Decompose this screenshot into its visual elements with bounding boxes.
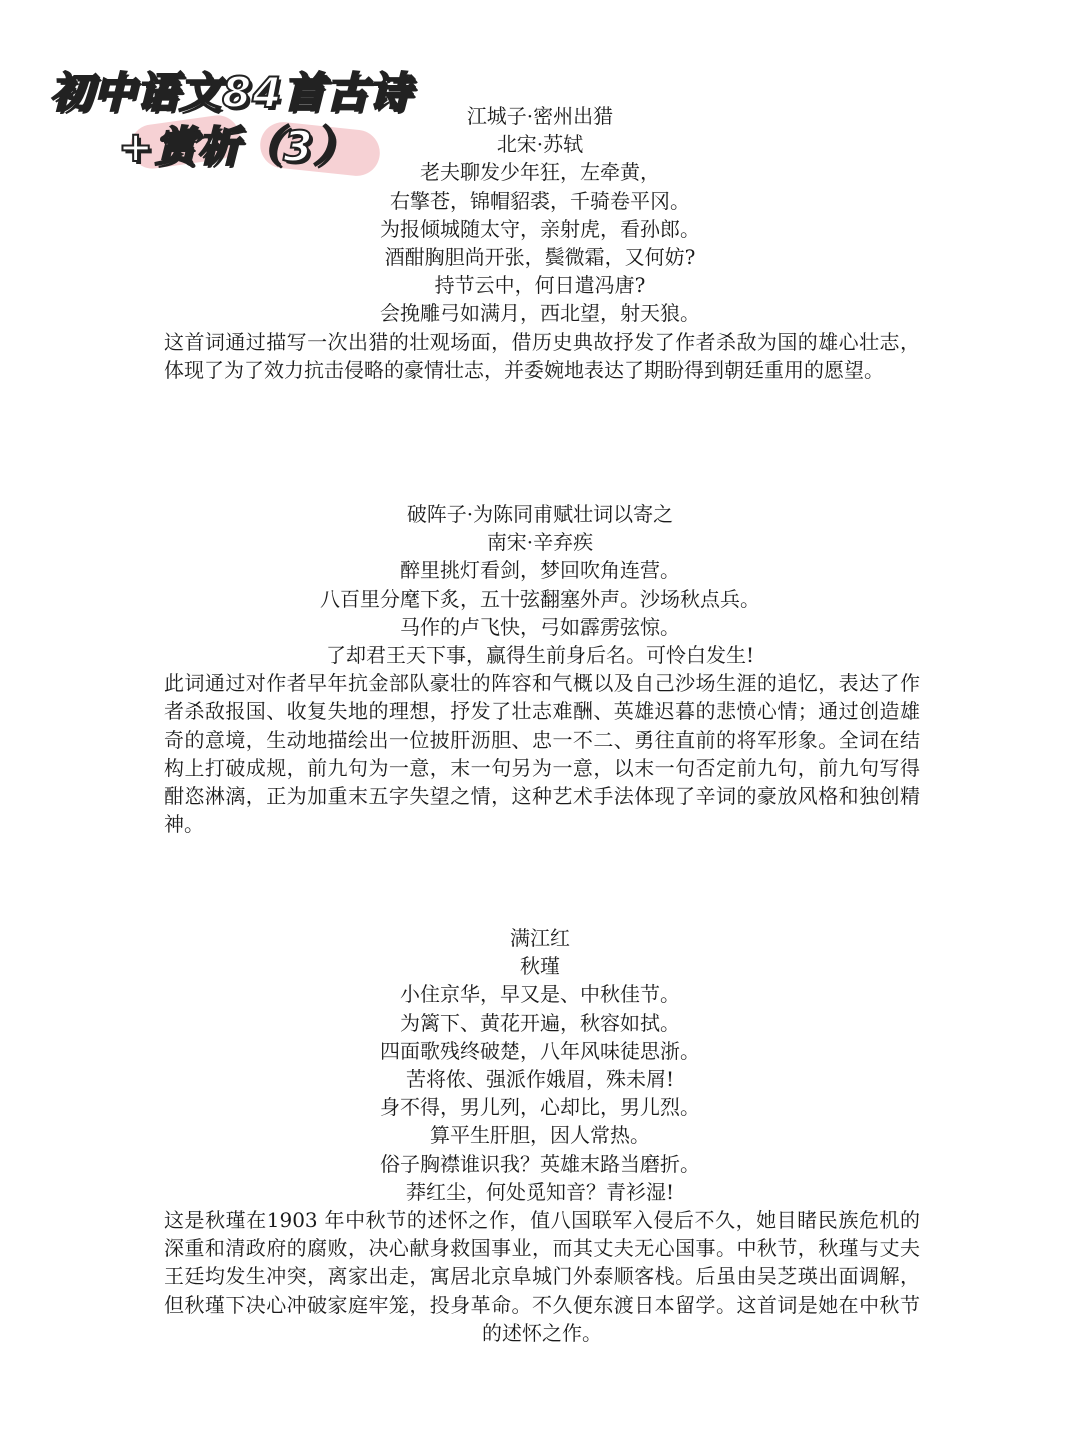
poem-block (160, 500, 920, 838)
poem-line: 会挽雕弓如满月，西北望，射天狼。 (380, 301, 700, 326)
poem-author: 北宋·苏轼 (496, 132, 584, 157)
poem-title: 破阵子·为陈同甫赋壮词以寄之 (406, 502, 674, 526)
poem-analysis: 此词通过对作者早年抗金部队豪壮的阵容和气概以及自己沙场生涯的追忆，表达了作者杀敌报国、收复失地的理想，抒发了壮志难酬、英雄迟暮的悲愤心情；通过创造雄奇的意境，生动地描绘出一位披肝沥胆、忠一不二、勇往直前的将军形象。全词在结构上打破成规，前九句为一意，末一句另为一意，以末一句否定前九句，前九句写得酣恣淋漓，正为加重末五字失望之情，这种艺术手法体现了辛词的豪放风格和独创精神。 (164, 671, 920, 837)
poem-line: 身不得，男儿列，心却比，男儿烈。 (380, 1095, 700, 1120)
poem-line: 酒酣胸胆尚开张，鬓微霜，又何妨? (384, 245, 696, 270)
poem-line: 八百里分麾下炙，五十弦翻塞外声。沙场秋点兵。 (320, 586, 760, 611)
poem-line: 俗子胸襟谁识我？英雄末路当磨折。 (380, 1151, 700, 1176)
poem-line: 为报倾城随太守，亲射虎，看孙郎。 (380, 216, 700, 241)
poem-line: 莽红尘，何处觅知音？青衫湿! (405, 1179, 675, 1204)
poem-line: 苦将侬、强派作娥眉，殊未屑! (405, 1067, 675, 1092)
poem-title: 满江红 (510, 926, 570, 950)
poem-block (160, 924, 920, 1347)
poem-line: 为篱下、黄花开遍，秋容如拭。 (400, 1010, 680, 1035)
poem-block (160, 102, 920, 384)
poem-line: 醉里挑灯看剑，梦回吹角连营。 (400, 558, 680, 583)
poem-line: 了却君王天下事，赢得生前身后名。可怜白发生! (325, 643, 755, 668)
poem-line: 小住京华，早又是、中秋佳节。 (400, 982, 680, 1007)
banner-subtitle: +赏析（3） (118, 122, 357, 171)
poem-line: 算平生肝胆，因人常热。 (430, 1123, 650, 1148)
poem-line: 老夫聊发少年狂，左牵黄， (420, 160, 660, 185)
poem-line: 四面歌残终破楚，八年风味徒思浙。 (380, 1038, 700, 1063)
poem-line: 马作的卢飞快，弓如霹雳弦惊。 (400, 614, 680, 639)
poem-title: 江城子·密州出猎 (466, 104, 614, 128)
poem-author: 秋瑾 (520, 954, 560, 979)
poem-line: 右擎苍，锦帽貂裘，千骑卷平冈。 (390, 188, 690, 213)
poem-author: 南宋·辛弃疾 (486, 530, 594, 555)
poem-analysis: 这是秋瑾在1903 年中秋节的述怀之作，值八国联军入侵后不久，她目睹民族危机的深重和清政府的腐败，决心献身救国事业，而其丈夫无心国事。中秋节，秋瑾与丈夫王廷均发生冲突，离家出走，寓居北京阜城门外泰顺客栈。后虽由吴芝瑛出面调解，但秋瑾下决心冲破家庭牢笼，投身革命。不久便东渡日本留学。这首词是她在中秋节的述怀之作。 (164, 1208, 920, 1345)
poem-analysis: 这首词通过描写一次出猎的壮观场面，借历史典故抒发了作者杀敌为国的雄心壮志，体现了为了效力抗击侵略的豪情壮志，并委婉地表达了期盼得到朝廷重用的愿望。 (164, 329, 920, 382)
poem-line: 持节云中，何日遣冯唐? (434, 273, 646, 298)
banner-title: 初中语文84首古诗 (50, 68, 412, 117)
